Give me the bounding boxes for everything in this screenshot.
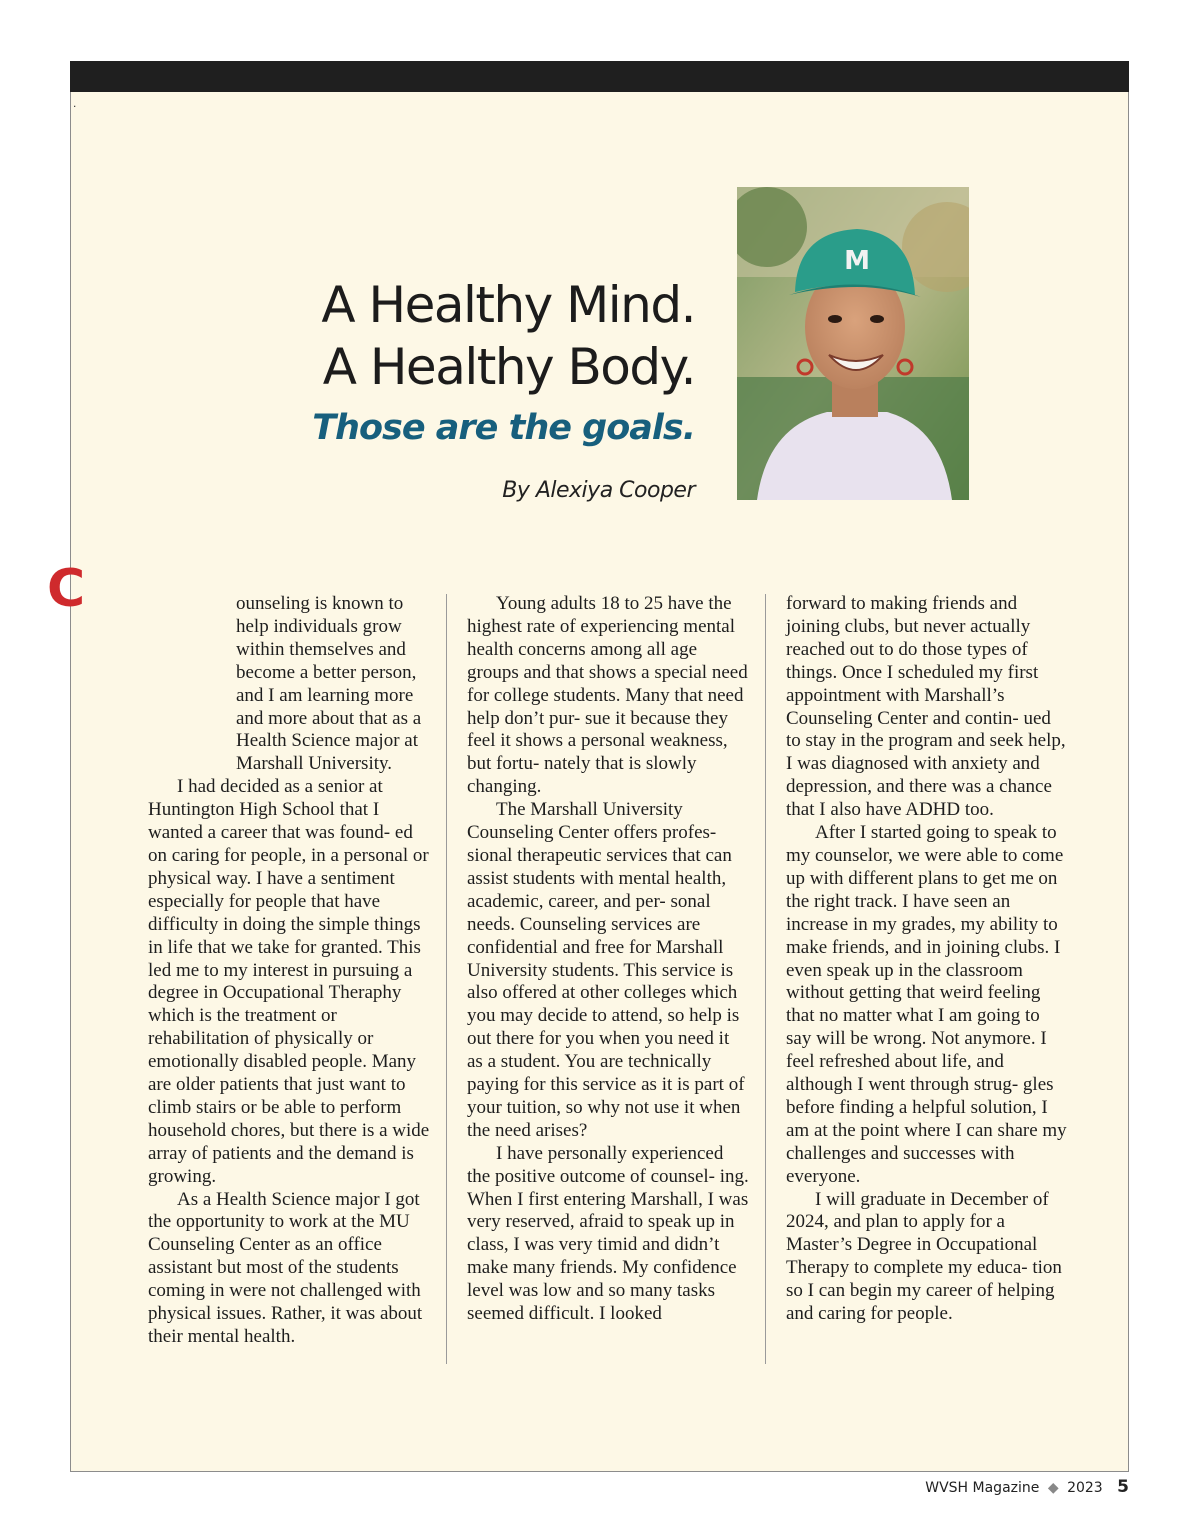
paragraph-text: ounseling is known to help individuals grow within themselves and become a better person, and I am learning more and more about that as a Health Science major at Marshall University. <box>236 593 422 775</box>
paragraph: Young adults 18 to 25 have the highest rate of experiencing mental health concerns among all age groups and that shows a special need for college students. Many that need help don’t pur- sue it because they feel it shows a personal weakness, but fortu- nately that is slowly changing. <box>467 593 748 798</box>
article-column-2 <box>467 593 749 1326</box>
paragraph: After I started going to speak to my counselor, we were able to come up with different plans to get me on the right track. I have seen an increase in my grades, my ability to make friends, and in joining clubs. I even speak up in the classroom without getting that weird feeling that no matter what I am going to say will be wrong. Not anymore. I feel refreshed about life, and although I went through strug- gles before finding a helpful solution, I am at the point where I can share my challenges and successes with everyone. <box>786 822 1067 1187</box>
paragraph: As a Health Science major I got the opportunity to work at the MU Counseling Center as an office assistant but most of the students coming in were not challenged with physical issues. Rather, it was about their mental health. <box>148 1188 423 1347</box>
publication-year: 2023 <box>1067 1480 1103 1496</box>
paragraph: The Marshall University Counseling Center offers profes- sional therapeutic services that can assist students with mental health, academic, career, and per- sonal needs. Counseling services are confidential and free for Marshall University students. This service is also offered at other colleges which you may decide to attend, so help is out there for you when you need it as a student. You are technically paying for this service as it is part of your tuition, so why not use it when the need arises? <box>467 799 745 1141</box>
header-bar <box>70 61 1129 92</box>
paragraph: I have personally experienced the positive outcome of counsel- ing. When I first entering Marshall, I was very reserved, afraid to speak up in class, I was very timid and didn’t make many friends. My confidence level was low and so many tasks seemed difficult. I looked <box>467 1142 749 1325</box>
article-column-1 <box>148 593 430 1349</box>
byline: By Alexiya Cooper <box>502 478 695 503</box>
publication-name: WVSH Magazine <box>925 1480 1040 1496</box>
corner-mark: . <box>73 96 77 110</box>
paragraph <box>148 593 430 776</box>
svg-text:M: M <box>844 246 870 276</box>
headline-line-2: A Healthy Body. <box>322 338 695 396</box>
drop-cap: C <box>47 559 86 619</box>
headline-line-1: A Healthy Mind. <box>321 276 695 334</box>
page-number: 5 <box>1117 1477 1129 1497</box>
paragraph: I had decided as a senior at Huntington High School that I wanted a career that was found- ed on caring for people, in a personal or physical way. I have a sentiment especially for people that have difficulty in doing the simple things in life that we take for granted. This led me to my interest in pursuing a degree in Occupational Theraphy which is the treatment or rehabilitation of physically or emotionally disabled people. Many are older patients that just want to climb stairs or be able to perform household chores, but there is a wide array of patients and the demand is growing. <box>148 776 430 1187</box>
headline <box>321 274 695 398</box>
article-column-3 <box>786 593 1068 1326</box>
paragraph: I will graduate in December of 2024, and plan to apply for a Master’s Degree in Occupational Therapy to complete my educa- tion so I can begin my career of helping and caring for people. <box>786 1188 1062 1325</box>
paragraph: forward to making friends and joining clubs, but never actually reached out to do those types of things. Once I scheduled my first appointment with Marshall’s Counseling Center and contin- ued to stay in the program and seek help, I was diagnosed with anxiety and depression, and there was a chance that I also have ADHD too. <box>786 593 1066 821</box>
column-divider <box>446 594 447 1364</box>
column-divider <box>765 594 766 1364</box>
diamond-icon: ◆ <box>1047 1480 1059 1496</box>
subhead: Those are the goals. <box>312 408 695 448</box>
author-photo <box>737 187 969 500</box>
page-footer <box>925 1477 1129 1497</box>
